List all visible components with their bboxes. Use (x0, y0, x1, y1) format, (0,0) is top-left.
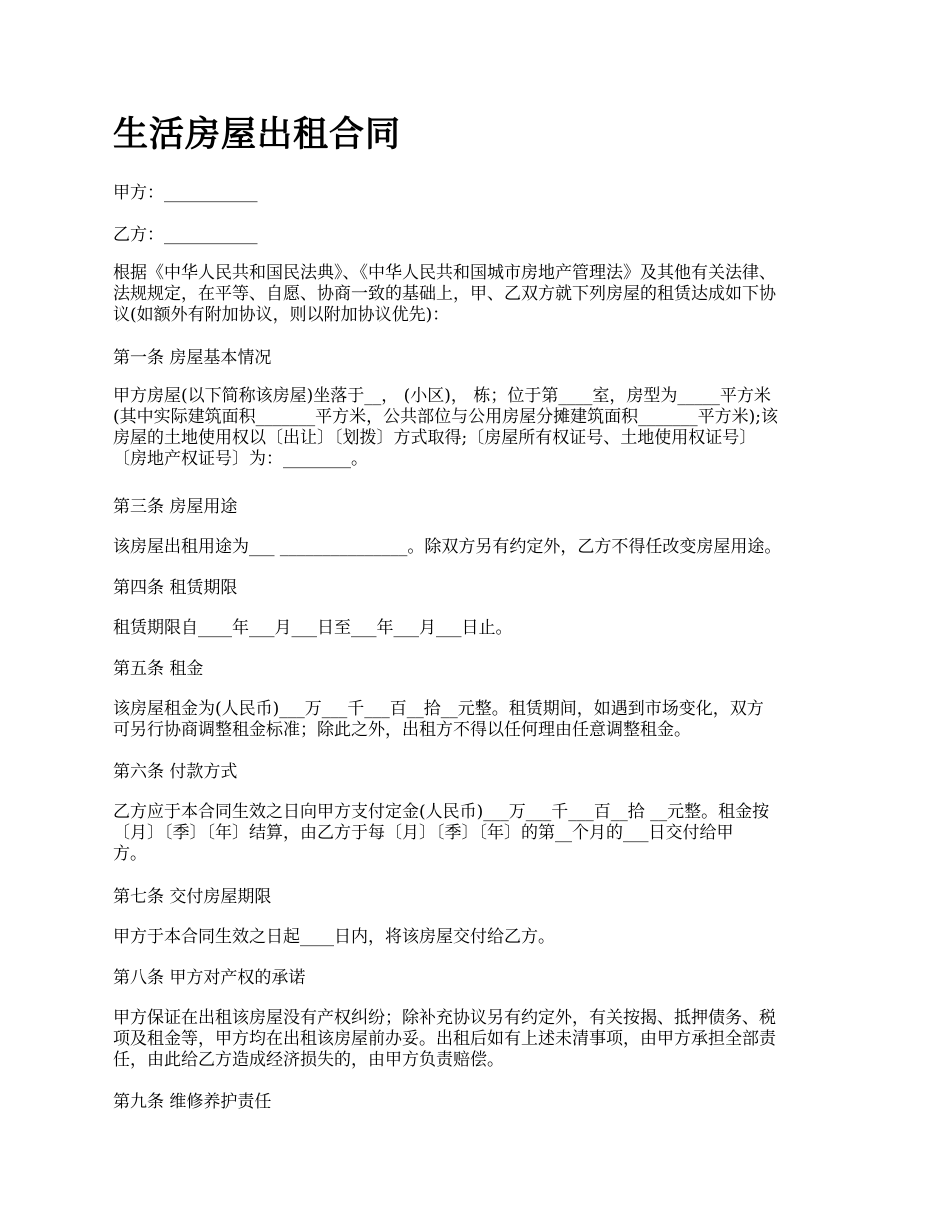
paragraph-line: 议(如额外有附加协议，则以附加协议优先)： (113, 305, 450, 325)
article-8-body (113, 1008, 840, 1071)
article-7-heading: 第七条 交付房屋期限 (113, 887, 272, 907)
paragraph-line: 甲方保证在出租该房屋没有产权纠纷；除补充协议另有约定外，有关按揭、抵押债务、税 (113, 1008, 776, 1028)
paragraph-line: 乙方应于本合同生效之日向甲方支付定金(人民币)___万___千___百__拾 __元整。租金按 (113, 802, 770, 822)
paragraph-line: 该房屋租金为(人民币)___万___千___百__拾__元整。租赁期间，如遇到市场变化，双方 (113, 699, 764, 719)
paragraph-line: (其中实际建筑面积_______平方米，公共部位与公用房屋分摊建筑面积_______平方米);该 (113, 407, 778, 427)
paragraph-line: 房屋的土地使用权以〔出让〕〔划拨〕方式取得;〔房屋所有权证号、土地使用权证号〕 (113, 428, 757, 448)
paragraph-line: 〔房地产权证号〕为：________。 (113, 449, 368, 469)
party-b-line: 乙方：___________ (113, 225, 258, 245)
article-8-heading: 第八条 甲方对产权的承诺 (113, 968, 306, 988)
article-1-body (113, 386, 840, 470)
article-5-body (113, 699, 840, 741)
article-5-heading: 第五条 租金 (113, 659, 204, 679)
article-6-body (113, 802, 840, 865)
paragraph-line: 甲方房屋(以下简称该房屋)坐落于__， (小区)， 栋；位于第____室，房型为_____平方米 (113, 386, 771, 406)
paragraph-line: 〔月〕〔季〕〔年〕结算，由乙方于每〔月〕〔季〕〔年〕的第__个月的___日交付给甲 (113, 823, 734, 843)
article-4-heading: 第四条 租赁期限 (113, 578, 238, 598)
article-7-body: 甲方于本合同生效之日起____日内，将该房屋交付给乙方。 (113, 927, 555, 947)
paragraph-line: 可另行协商调整租金标准；除此之外，出租方不得以任何理由任意调整租金。 (113, 720, 691, 740)
party-a-line: 甲方：___________ (113, 183, 258, 203)
article-3-body: 该房屋出租用途为___ _______________。除双方另有约定外，乙方不得任改变房屋用途。 (113, 537, 782, 557)
article-9-heading: 第九条 维修养护责任 (113, 1092, 272, 1112)
article-3-heading: 第三条 房屋用途 (113, 497, 238, 517)
article-4-body: 租赁期限自____年___月___日至___年___月___日止。 (113, 618, 513, 638)
paragraph-line: 方。 (113, 844, 147, 864)
paragraph-line: 法规规定，在平等、自愿、协商一致的基础上，甲、乙双方就下列房屋的租赁达成如下协 (113, 284, 776, 304)
paragraph-line: 项及租金等，甲方均在出租该房屋前办妥。出租后如有上述未清事项，由甲方承担全部责 (113, 1029, 776, 1049)
preamble-paragraph (113, 263, 840, 326)
article-1-heading: 第一条 房屋基本情况 (113, 348, 272, 368)
article-6-heading: 第六条 付款方式 (113, 762, 238, 782)
document-title: 生活房屋出租合同 (113, 114, 402, 155)
paragraph-line: 根据《中华人民共和国民法典》、《中华人民共和国城市房地产管理法》及其他有关法律、 (113, 263, 776, 283)
paragraph-line: 任，由此给乙方造成经济损失的，由甲方负责赔偿。 (113, 1050, 504, 1070)
